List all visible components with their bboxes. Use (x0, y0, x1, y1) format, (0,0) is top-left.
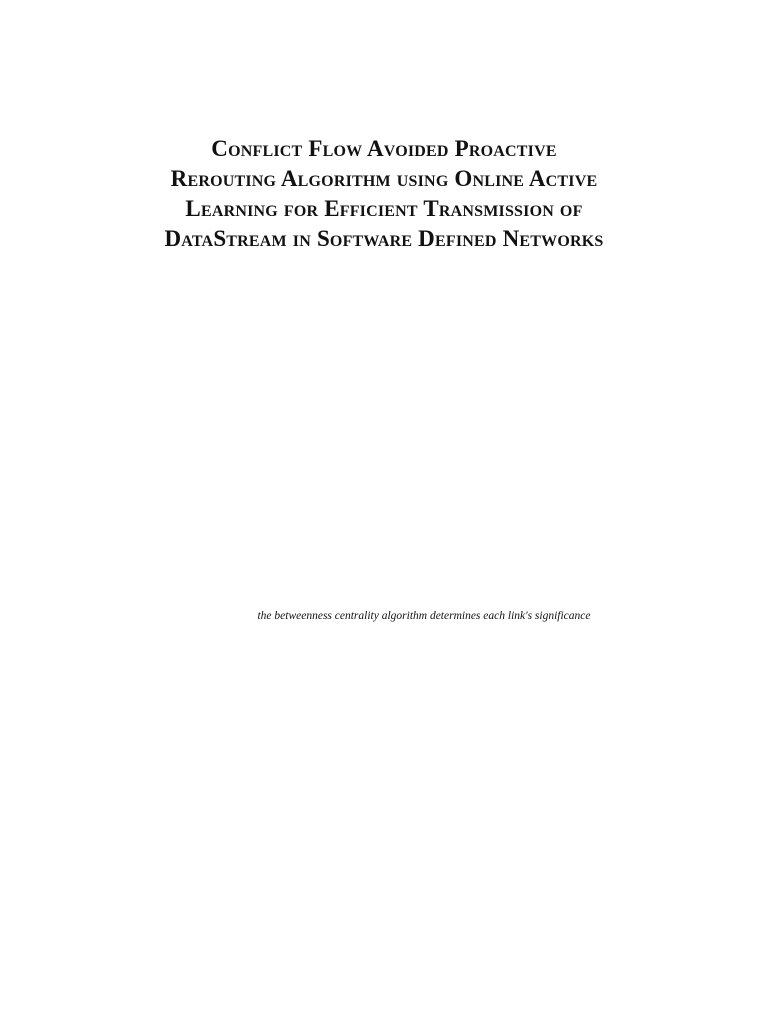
caption-text: the betweenness centrality algorithm determines each link's significance (257, 610, 591, 622)
title-line-3: Learning for Efficient Transmission of (185, 196, 583, 221)
title-line-1: Conflict Flow Avoided Proactive (211, 136, 557, 161)
title-line-4: DataStream in Software Defined Networks (164, 226, 604, 251)
title-line-2: Rerouting Algorithm using Online Active (170, 166, 598, 191)
paper-title (84, 134, 684, 254)
